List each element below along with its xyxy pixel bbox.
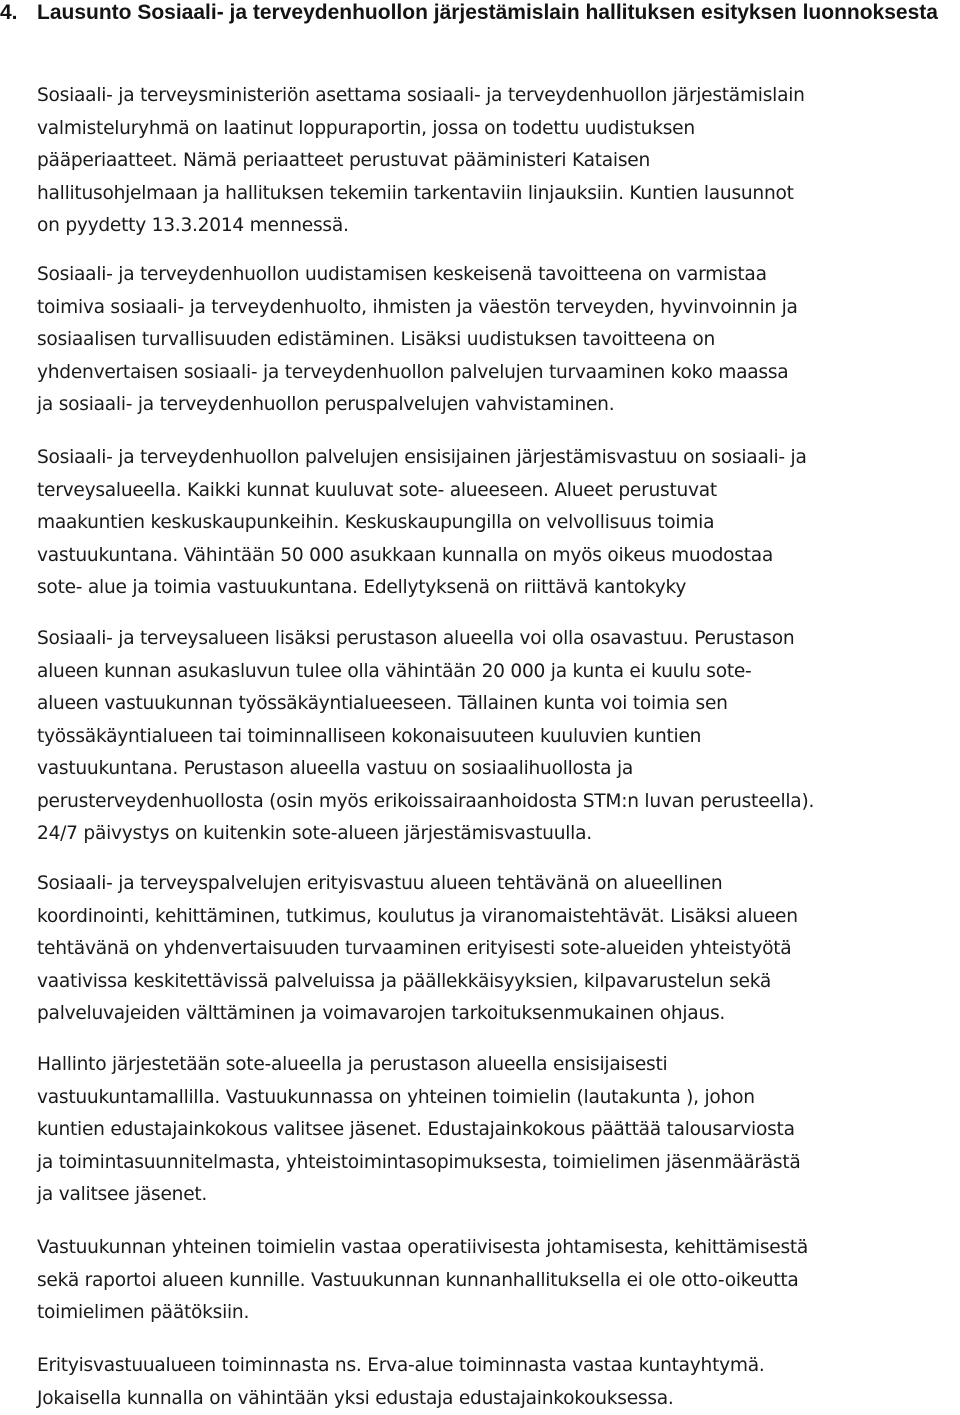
paragraph-8 (37, 1350, 765, 1415)
text-line: ja sosiaali- ja terveydenhuollon peruspalvelujen vahvistaminen. (37, 389, 798, 422)
paragraph-2 (37, 259, 798, 422)
paragraph-3 (37, 442, 807, 605)
text-line: Erityisvastuualueen toiminnasta ns. Erva-alue toiminnasta vastaa kuntayhtymä. (37, 1350, 765, 1383)
text-line: ja valitsee jäsenet. (37, 1179, 801, 1212)
section-heading (0, 0, 950, 29)
text-line: Jokaisella kunnalla on vähintään yksi edustaja edustajainkokouksessa. (37, 1383, 765, 1415)
text-line: valmisteluryhmä on laatinut loppuraportin, jossa on todettu uudistuksen (37, 113, 805, 146)
text-line: yhdenvertaisen sosiaali- ja terveydenhuollon palvelujen turvaaminen koko maassa (37, 357, 798, 390)
text-line: Sosiaali- ja terveyspalvelujen erityisvastuu alueen tehtävänä on alueellinen (37, 868, 798, 901)
text-line: palveluvajeiden välttäminen ja voimavarojen tarkoituksenmukainen ohjaus. (37, 998, 798, 1031)
text-line: sekä raportoi alueen kunnille. Vastuukunnan kunnanhallituksella ei ole otto-oikeutta (37, 1265, 808, 1298)
text-line: vastuukuntana. Perustason alueella vastuu on sosiaalihuollosta ja (37, 753, 814, 786)
text-line: Sosiaali- ja terveydenhuollon uudistamisen keskeisenä tavoitteena on varmistaa (37, 259, 798, 292)
text-line: Sosiaali- ja terveysministeriön asettama sosiaali- ja terveydenhuollon järjestämislain (37, 80, 805, 113)
section-title: Lausunto Sosiaali- ja terveydenhuollon järjestämislain hallituksen esityksen luonnoksesta (0, 0, 950, 29)
paragraph-4 (37, 623, 814, 851)
text-line: vastuukuntana. Vähintään 50 000 asukkaan kunnalla on myös oikeus muodostaa (37, 540, 807, 573)
text-line: ja toimintasuunnitelmasta, yhteistoimintasopimuksesta, toimielimen jäsenmäärästä (37, 1147, 801, 1180)
text-line: toimielimen päätöksiin. (37, 1297, 808, 1330)
text-line: sote- alue ja toimia vastuukuntana. Edellytyksenä on riittävä kantokyky (37, 572, 807, 605)
text-line: sosiaalisen turvallisuuden edistäminen. Lisäksi uudistuksen tavoitteena on (37, 324, 798, 357)
text-line: terveysalueella. Kaikki kunnat kuuluvat sote- alueeseen. Alueet perustuvat (37, 475, 807, 508)
text-line: maakuntien keskuskaupunkeihin. Keskuskaupungilla on velvollisuus toimia (37, 507, 807, 540)
paragraph-7 (37, 1232, 808, 1330)
text-line: tehtävänä on yhdenvertaisuuden turvaaminen erityisesti sote-alueiden yhteistyötä (37, 933, 798, 966)
text-line: pääperiaatteet. Nämä periaatteet perustuvat pääministeri Kataisen (37, 145, 805, 178)
text-line: alueen kunnan asukasluvun tulee olla vähintään 20 000 ja kunta ei kuulu sote- (37, 656, 814, 689)
text-line: hallitusohjelmaan ja hallituksen tekemiin tarkentaviin linjauksiin. Kuntien lausunnot (37, 178, 805, 211)
text-line: koordinointi, kehittäminen, tutkimus, koulutus ja viranomaistehtävät. Lisäksi alueen (37, 901, 798, 934)
text-line: vastuukuntamallilla. Vastuukunnassa on yhteinen toimielin (lautakunta ), johon (37, 1082, 801, 1115)
text-line: Sosiaali- ja terveysalueen lisäksi perustason alueella voi olla osavastuu. Perustason (37, 623, 814, 656)
text-line: vaativissa keskitettävissä palveluissa ja päällekkäisyyksien, kilpavarustelun sekä (37, 966, 798, 999)
section-number: 4. (0, 0, 18, 29)
paragraph-1 (37, 80, 805, 243)
text-line: kuntien edustajainkokous valitsee jäsenet. Edustajainkokous päättää talousarviosta (37, 1114, 801, 1147)
text-line: perusterveydenhuollosta (osin myös erikoissairaanhoidosta STM:n luvan perusteella). (37, 786, 814, 819)
paragraph-6 (37, 1049, 801, 1212)
paragraph-5 (37, 868, 798, 1031)
text-line: Sosiaali- ja terveydenhuollon palvelujen ensisijainen järjestämisvastuu on sosiaali- ja (37, 442, 807, 475)
text-line: Vastuukunnan yhteinen toimielin vastaa operatiivisesta johtamisesta, kehittämisestä (37, 1232, 808, 1265)
text-line: alueen vastuukunnan työssäkäyntialueeseen. Tällainen kunta voi toimia sen (37, 688, 814, 721)
text-line: on pyydetty 13.3.2014 mennessä. (37, 210, 805, 243)
text-line: työssäkäyntialueen tai toiminnalliseen kokonaisuuteen kuuluvien kuntien (37, 721, 814, 754)
text-line: toimiva sosiaali- ja terveydenhuolto, ihmisten ja väestön terveyden, hyvinvoinnin ja (37, 292, 798, 325)
text-line: 24/7 päivystys on kuitenkin sote-alueen järjestämisvastuulla. (37, 818, 814, 851)
text-line: Hallinto järjestetään sote-alueella ja perustason alueella ensisijaisesti (37, 1049, 801, 1082)
